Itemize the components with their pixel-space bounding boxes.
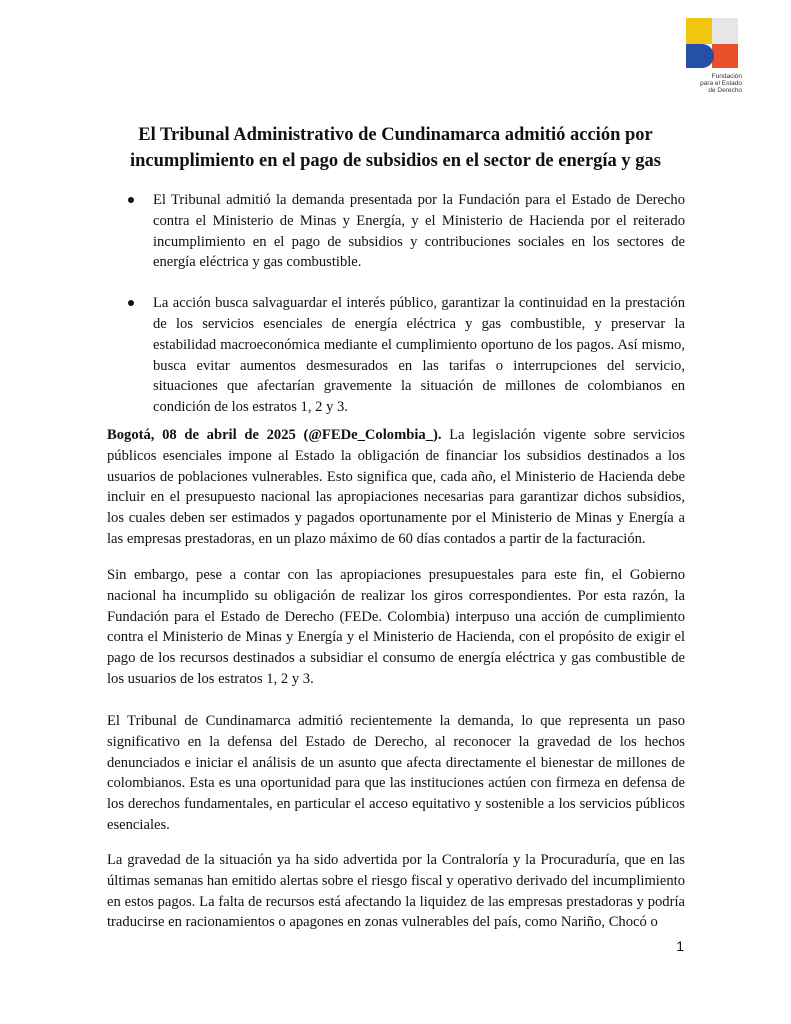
- bullet-icon: [128, 300, 134, 306]
- bullet-icon: [128, 197, 134, 203]
- body-paragraph-3: El Tribunal de Cundinamarca admitió recientemente la demanda, lo que representa un paso significativo en la defensa del Estado de Derecho, al reconocer la gravedad de los hechos denunciados e iniciar el análisis de un asunto que afecta directamente el bienestar de millones de colombianos. Esta es una oportunidad para que las instituciones actúen con firmeza en defensa de los derechos fundamentales, en particular el acceso equitativo y sostenible a los servicios públicos esenciales.: [107, 713, 685, 833]
- bullet-item: La acción busca salvaguardar el interés público, garantizar la continuidad en la prestación de los servicios esenciales de energía eléctrica y gas combustible, y preservar la estabilidad macroeconómica mediante el cumplimiento oportuno de los pagos. Así mismo, busca evitar aumentos desmesurados en las tarifas o interrupciones del servicio, situaciones que afectarían gravemente la situación de millones de colombianos en condición de los estratos 1, 2 y 3.: [128, 293, 685, 418]
- page-number: 1: [676, 938, 684, 954]
- body-paragraph-4: La gravedad de la situación ya ha sido advertida por la Contraloría y la Procuraduría, que en las últimas semanas han emitido alertas sobre el riesgo fiscal y operativo derivado del incumplimiento en estos pagos. La falta de recursos está afectando la liquidez de las empresas prestadoras y podría traducirse en racionamientos o apagones en zonas vulnerables del país, como Nariño, Chocó o: [107, 852, 685, 931]
- body-paragraph-1: Bogotá, 08 de abril de 2025 (@FEDe_Colombia_). La legislación vigente sobre servicios públicos esenciales impone al Estado la obligación de financiar los subsidios destinados a los usuarios de poblaciones vulnerables. Esto significa que, cada año, el Ministerio de Hacienda debe incluir en el presupuesto nacional las apropiaciones necesarias para garantizar dichos subsidios, los cuales deben ser estimados y pagados oportunamente por el Ministerio de Minas y Energía a las empresas prestadoras, en un plazo máximo de 60 días contados a partir de la facturación.: [107, 427, 685, 547]
- logo-wordmark: Fundación para el Estado de Derecho: [700, 73, 742, 94]
- logo-mark-icon: [686, 18, 738, 70]
- headline: El Tribunal Administrativo de Cundinamarca admitió acción por incumplimiento en el pago de subsidios en el sector de energía y gas: [129, 125, 662, 171]
- bullet-item: El Tribunal admitió la demanda presentada por la Fundación para el Estado de Derecho contra el Ministerio de Minas y Energía, y el Ministerio de Hacienda por el reiterado incumplimiento en el pago de subsidios y contribuciones sociales en los sectores de energía eléctrica y gas combustible.: [128, 190, 685, 273]
- summary-bullets: [128, 190, 685, 438]
- body-paragraph-2: Sin embargo, pese a contar con las apropiaciones presupuestales para este fin, el Gobierno nacional ha incumplido su obligación de realizar los giros correspondientes. Por esta razón, la Fundación para el Estado de Derecho (FEDe. Colombia) interpuso una acción de cumplimiento contra el Ministerio de Minas y Energía y el Ministerio de Hacienda, con el propósito de exigir el pago de los recursos destinados a subsidiar el consumo de energía eléctrica y gas combustible de los usuarios de los estratos 1, 2 y 3.: [107, 567, 685, 687]
- foundation-logo: [686, 18, 742, 94]
- dateline: Bogotá, 08 de abril de 2025 (@FEDe_Colombia_).: [107, 427, 442, 443]
